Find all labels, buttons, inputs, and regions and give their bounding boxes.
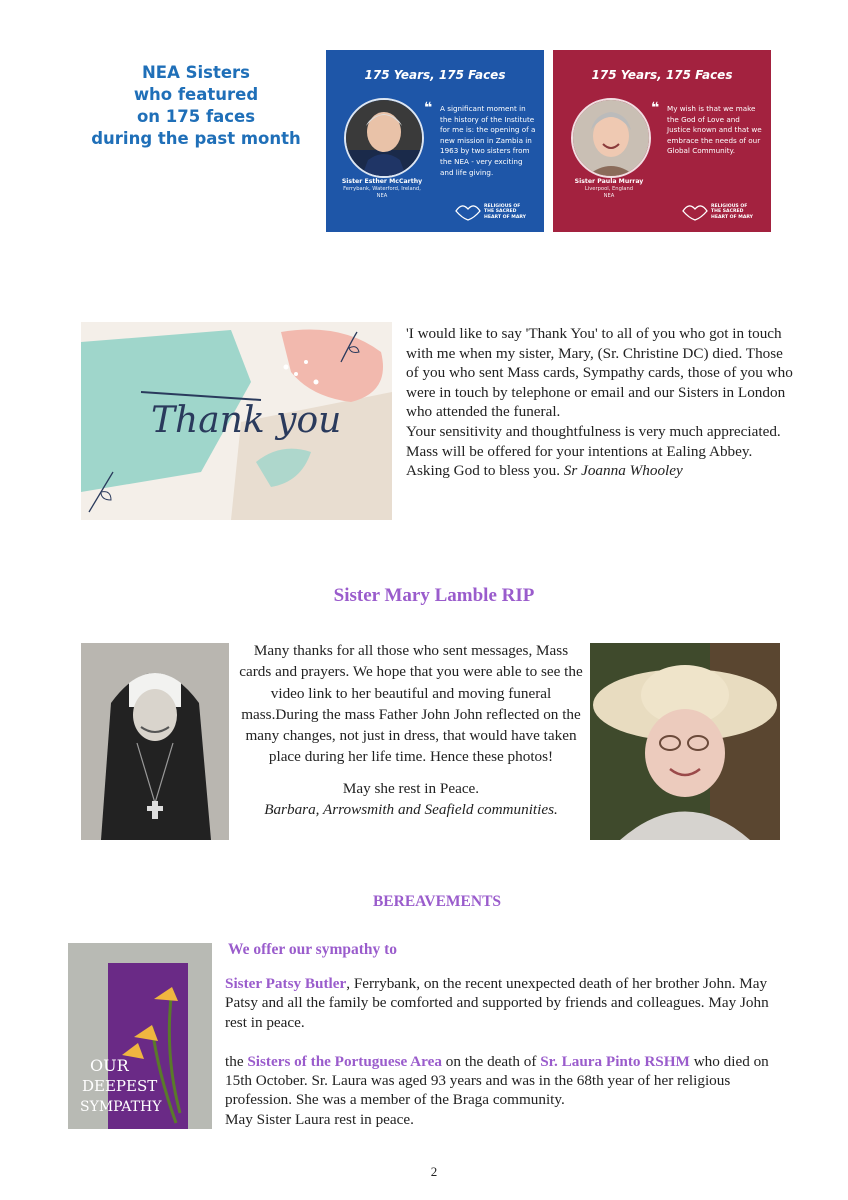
bereavement-notices [225, 974, 790, 1129]
heading-line: NEA Sisters [142, 63, 250, 82]
quote-mark-icon: ❝ [651, 100, 660, 116]
card-text-sympathy: SYMPATHY [80, 1099, 162, 1115]
logo-line: RELIGIOUS OF [484, 203, 521, 209]
rest-in-peace: May she rest in Peace. [342, 779, 480, 797]
entry-middle: on the death of [441, 1052, 541, 1070]
bereavement-entry [225, 1052, 790, 1110]
nea-sisters-heading [82, 62, 310, 150]
profile-card-esther [326, 50, 544, 232]
entry-closing: May Sister Laura rest in peace. [225, 1110, 414, 1128]
page-number: 2 [430, 1164, 438, 1179]
thank-you-paragraph: 'I would like to say 'Thank You' to all of you who got in touch with me when my sister, Mary, (Sr. Christine DC) died. Those of you who sent Mass cards, Sympathy cards, those of you who were in touch by telephone or email and our Sisters in London who attended the funeral. [406, 325, 793, 421]
bereaved-group: Sisters of the Portuguese Area [247, 1052, 442, 1070]
card-quote: My wish is that we make the God of Love and Justice known and that we embrace the needs of our Global Community. [667, 104, 762, 156]
bereavements-heading: BEREAVEMENTS [372, 893, 502, 910]
profile-card-paula [553, 50, 771, 232]
card-place-line: Liverpool, England [584, 186, 634, 192]
card-place-line: Ferrybank, Waterford, Ireland, [343, 186, 421, 192]
heading-line: on 175 faces [136, 107, 256, 126]
logo-line: RELIGIOUS OF [711, 203, 748, 209]
card-title: 175 Years, 175 Faces [591, 68, 733, 82]
mary-lamble-title: Sister Mary Lamble RIP [333, 585, 535, 606]
closing-text: Asking God to bless you. [406, 462, 564, 480]
logo-line: THE SACRED [484, 209, 517, 214]
communities-signature: Barbara, Arrowsmith and Seafield communities. [264, 801, 558, 819]
rshm-logo-text [484, 204, 534, 221]
thank-you-closing [406, 461, 796, 481]
thank-you-paragraph: Your sensitivity and thoughtfulness is very much appreciated. Mass will be offered for your intentions at Ealing Abbey. [406, 422, 781, 460]
portrait-photo [344, 98, 424, 178]
card-name: Sister Paula Murray [574, 178, 644, 185]
card-place-line: NEA [603, 192, 615, 199]
deepest-sympathy-card [68, 943, 212, 1129]
rshm-logo-text [711, 204, 761, 221]
entry-prefix: the [225, 1052, 248, 1070]
heading-line: who featured [133, 85, 259, 104]
deceased-name: Sr. Laura Pinto RSHM [540, 1052, 690, 1070]
logo-line: THE SACRED [711, 209, 744, 214]
thank-you-message [406, 324, 796, 481]
portrait-photo [571, 98, 651, 178]
logo-line: HEART OF MARY [711, 214, 753, 220]
heading-line: during the past month [91, 129, 301, 148]
entry-text: who died on 15th October. Sr. Laura was aged 93 years and was in the 68th year of her religious profession. She was a member of the Braga community. [225, 1052, 769, 1109]
thank-you-image [81, 322, 392, 520]
sympathy-intro: We offer our sympathy to [228, 941, 398, 958]
elderly-sister-photo [590, 643, 780, 840]
signature: Sr Joanna Whooley [563, 462, 683, 480]
mary-lamble-body: Many thanks for all those who sent messages, Mass cards and prayers. We hope that you were able to see the video link to her beautiful and moving funeral mass.During the mass Father John John reflected on the many changes, not just in dress, that would have taken place during her life time. Hence these photos! [239, 642, 583, 766]
bereaved-name: Sister Patsy Butler [225, 975, 347, 992]
entry-text: , Ferrybank, on the recent unexpected death of her brother John. May Patsy and all the family be comforted and supported by friends and colleagues. May John rest in peace. [225, 975, 769, 1031]
bereavement-entry [225, 974, 790, 1032]
card-text-our: OUR [90, 1056, 129, 1075]
card-title: 175 Years, 175 Faces [364, 68, 506, 82]
card-place-line: NEA [376, 192, 388, 199]
thank-you-script: Thank you [151, 400, 342, 441]
card-name: Sister Esther McCarthy [341, 178, 423, 185]
quote-mark-icon: ❝ [424, 100, 433, 116]
card-text-deepest: DEEPEST [82, 1077, 158, 1095]
card-place [330, 186, 434, 199]
card-quote: A significant moment in the history of the Institute for me is: the opening of a new mission in Zambia in 1963 by two sisters from the NEA - very exciting and life giving. [440, 104, 536, 177]
logo-line: HEART OF MARY [484, 214, 526, 220]
card-place [557, 186, 661, 199]
nun-photo-young [81, 643, 229, 840]
mary-lamble-text [236, 640, 586, 820]
